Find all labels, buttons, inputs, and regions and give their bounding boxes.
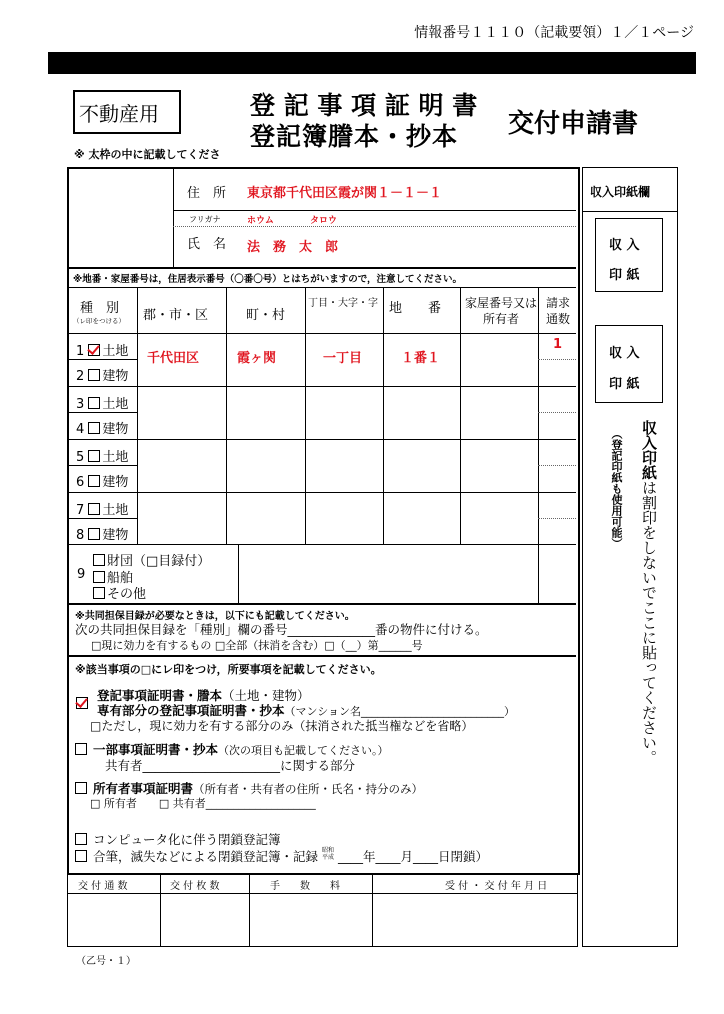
title-suffix: 交付申請書 (508, 109, 639, 139)
col-town: 町・村 (246, 308, 286, 323)
address-label: 住 所 (187, 186, 227, 201)
stamp-box-1-line1: 収 入 (609, 238, 640, 253)
stamp-column-title: 収入印紙欄 (590, 185, 651, 199)
title-line1: 登 記 事 項 証 明 書 (250, 91, 478, 120)
footer-div-3 (372, 873, 373, 946)
table-row (76, 340, 128, 359)
item2-a-label: 一部事項証明書・抄本 (92, 742, 218, 757)
stamp-note-bold: 収入印紙 (640, 420, 658, 480)
row9-option-c (93, 583, 146, 602)
collateral-line1: ※共同担保目録が必要なときは，以下にも記載してください。 (75, 611, 355, 622)
row9-checkbox-b[interactable] (93, 571, 105, 583)
table-header-bottom (69, 333, 576, 334)
item4-line (75, 830, 281, 848)
item1-b-label: 専有部分の登記事項証明書・抄本 (97, 703, 285, 718)
row-number: 6 (76, 475, 85, 490)
table-row (76, 524, 128, 543)
footer-col2: 交 付 枚 数 (170, 881, 220, 892)
name-label: 氏 名 (187, 237, 227, 252)
count-dot-2 (538, 412, 576, 413)
footer-div-2 (249, 873, 250, 946)
notice-bottom-line (69, 287, 576, 288)
item5-date[interactable]: ____年____月____日閉鎖） (337, 849, 488, 864)
entry-town[interactable]: 霞ヶ関 (237, 351, 277, 366)
col-lot: 地 番 (389, 301, 442, 316)
row-checkbox[interactable] (88, 450, 100, 462)
footer-col1: 交 付 通 数 (78, 881, 128, 892)
col-divider-6 (538, 288, 539, 604)
item4-checkbox[interactable] (75, 833, 87, 845)
item4-label: コンピュータ化に伴う閉鎖登記簿 (92, 832, 281, 847)
item1-a-sub: （土地・建物） (222, 688, 310, 703)
table-row (76, 418, 128, 437)
footer-col3: 手 数 料 (270, 881, 340, 892)
row9-checkbox-a[interactable] (93, 554, 105, 566)
row-number: 2 (76, 369, 85, 384)
row-checkbox[interactable] (88, 422, 100, 434)
items-intro: ※該当事項の□にレ印をつけ，所要事項を記載してください。 (75, 663, 382, 676)
footer-col4: 受 付 ・ 交 付 年 月 日 (445, 881, 548, 892)
row9-checkbox-c[interactable] (93, 587, 105, 599)
collateral-line3[interactable]: □現に効力を有するもの □全部（抹消を含む）□（__）第______号 (91, 639, 423, 652)
item3-line-b[interactable]: □ 所有者 □ 共有者____________________ (90, 797, 316, 810)
title-line2: 登記簿謄本・抄本 (250, 122, 459, 151)
entry-lot[interactable]: １番１ (401, 351, 441, 366)
row-number: 5 (76, 450, 85, 465)
row-line-7 (69, 518, 138, 519)
row-line-3 (69, 412, 138, 413)
item2-line-b[interactable]: 共有者______________________に関する部分 (105, 758, 356, 773)
item2-checkbox[interactable] (75, 743, 87, 755)
row-kind: 建物 (102, 369, 129, 384)
row-line-1 (69, 359, 138, 360)
address-value[interactable]: 東京都千代田区霞が関１－１－１ (247, 186, 443, 201)
row-checkbox[interactable] (88, 475, 100, 487)
row9-divider (238, 544, 239, 604)
collateral-bottom-line (69, 655, 576, 657)
count-dot-1 (538, 359, 576, 360)
address-row-divider (173, 210, 576, 211)
col-count: 請求通数 (545, 296, 570, 326)
col-kind-sub: （レ印をつける） (73, 317, 125, 325)
entry-chome[interactable]: 一丁目 (323, 351, 363, 366)
collateral-top-line (69, 603, 576, 605)
row-kind: 建物 (102, 422, 129, 437)
row-kind: 土地 (102, 503, 129, 518)
stamp-note-paren: （登記印紙も使用可能） (610, 428, 623, 549)
col-divider-4 (383, 288, 384, 544)
count-dot-4 (538, 518, 576, 519)
row-number: 7 (76, 503, 85, 518)
row-number: 3 (76, 397, 85, 412)
item5-label: 合筆，滅失などによる閉鎖登記簿・記録 (92, 849, 318, 864)
row-kind: 建物 (102, 475, 129, 490)
col-divider-3 (305, 288, 306, 544)
item3-a-label: 所有者事項証明書 (92, 781, 193, 796)
item1-checkbox-box[interactable] (76, 697, 88, 709)
count-dot-3 (538, 465, 576, 466)
row-number: 8 (76, 528, 85, 543)
footer-header-line (67, 893, 577, 894)
stamp-note (640, 420, 658, 765)
item2-a-sub: （次の項目も記載してください。） (218, 744, 389, 757)
stamp-box-2-line2: 印 紙 (609, 377, 640, 392)
col-city: 郡・市・区 (143, 308, 209, 323)
row-checkbox[interactable] (88, 369, 100, 381)
notice-top-line (69, 267, 576, 269)
row-kind: 土地 (102, 450, 129, 465)
entry-city[interactable]: 千代田区 (147, 351, 200, 366)
collateral-line2[interactable]: 次の共同担保目録を「種別」欄の番号______________番の物件に付ける。 (75, 622, 488, 637)
row-line-5 (69, 465, 138, 466)
furigana-divider (173, 226, 576, 227)
row-line-4 (69, 439, 576, 440)
col-chome: 丁目・大字・字 (308, 298, 378, 309)
table-row (76, 393, 128, 412)
item5-line (75, 847, 488, 865)
page-info: 情報番号１１１０（記載要領）１／１ページ (414, 25, 694, 41)
stamp-box-1-line2: 印 紙 (609, 268, 640, 283)
row-line-2 (69, 386, 576, 387)
item1-line-c[interactable]: □ただし，現に効力を有する部分のみ（抹消された抵当権などを省略） (90, 719, 474, 733)
row-kind: 土地 (102, 397, 129, 412)
row9-option-a-label: 財団（□目録付） (107, 554, 211, 569)
col-house: 家屋番号又は所有者 (464, 296, 537, 326)
stamp-box-2-line1: 収 入 (609, 346, 640, 361)
row-kind: 土地 (102, 344, 129, 359)
table-row (76, 471, 128, 490)
item1-checkbox[interactable] (76, 693, 90, 712)
row-number: 1 (76, 344, 85, 359)
item5-era: 昭和平成 (321, 847, 334, 861)
table-row (76, 365, 128, 384)
title-note: ※ 太枠の中に記載してくださ (74, 148, 221, 161)
header-bar (48, 52, 696, 74)
row9-option-b-label: 船舶 (107, 571, 134, 586)
stamp-title-divider (582, 211, 677, 212)
furigana-value-2[interactable]: タロウ (310, 216, 338, 226)
footer-div-1 (160, 873, 161, 946)
address-left-divider (173, 169, 174, 268)
row-checkbox[interactable] (88, 397, 100, 409)
row9-option-c-label: その他 (107, 587, 147, 602)
row-kind: 建物 (102, 528, 129, 543)
row-checkbox[interactable] (88, 528, 100, 540)
item5-checkbox[interactable] (75, 850, 87, 862)
furigana-value-1[interactable]: ホウム (247, 216, 274, 226)
col-divider-5 (460, 288, 461, 544)
entry-count[interactable]: 1 (553, 337, 563, 352)
row-line-8 (69, 544, 576, 545)
item1-a-label: 登記事項証明書・謄本 (97, 688, 223, 703)
col-divider-2 (226, 288, 227, 544)
item3-a-sub: （所有者・共有者の住所・氏名・持分のみ） (193, 782, 423, 796)
real-estate-badge-text: 不動産用 (79, 102, 159, 126)
stamp-note-rest: は割印をしないでここに貼ってください。 (640, 480, 658, 765)
lot-notice: ※地番・家屋番号は，住居表示番号（〇番〇号）とはちがいますので，注意してください。 (73, 274, 463, 285)
row-checkbox[interactable] (88, 344, 100, 356)
name-value[interactable]: 法 務 太 郎 (247, 240, 339, 255)
item1-b-sub[interactable]: （マンション名__________________________） (284, 705, 516, 718)
form-code: （乙号・１） (76, 956, 136, 967)
col-divider-1 (137, 288, 138, 544)
table-row (76, 499, 128, 518)
col-kind: 種 別 (80, 301, 120, 316)
row-line-6 (69, 492, 576, 493)
table-row (76, 446, 128, 465)
item3-checkbox[interactable] (75, 782, 87, 794)
row-number: 4 (76, 422, 85, 437)
row-checkbox[interactable] (88, 503, 100, 515)
furigana-label: フリガナ (189, 215, 221, 224)
row9-number: 9 (77, 567, 86, 582)
